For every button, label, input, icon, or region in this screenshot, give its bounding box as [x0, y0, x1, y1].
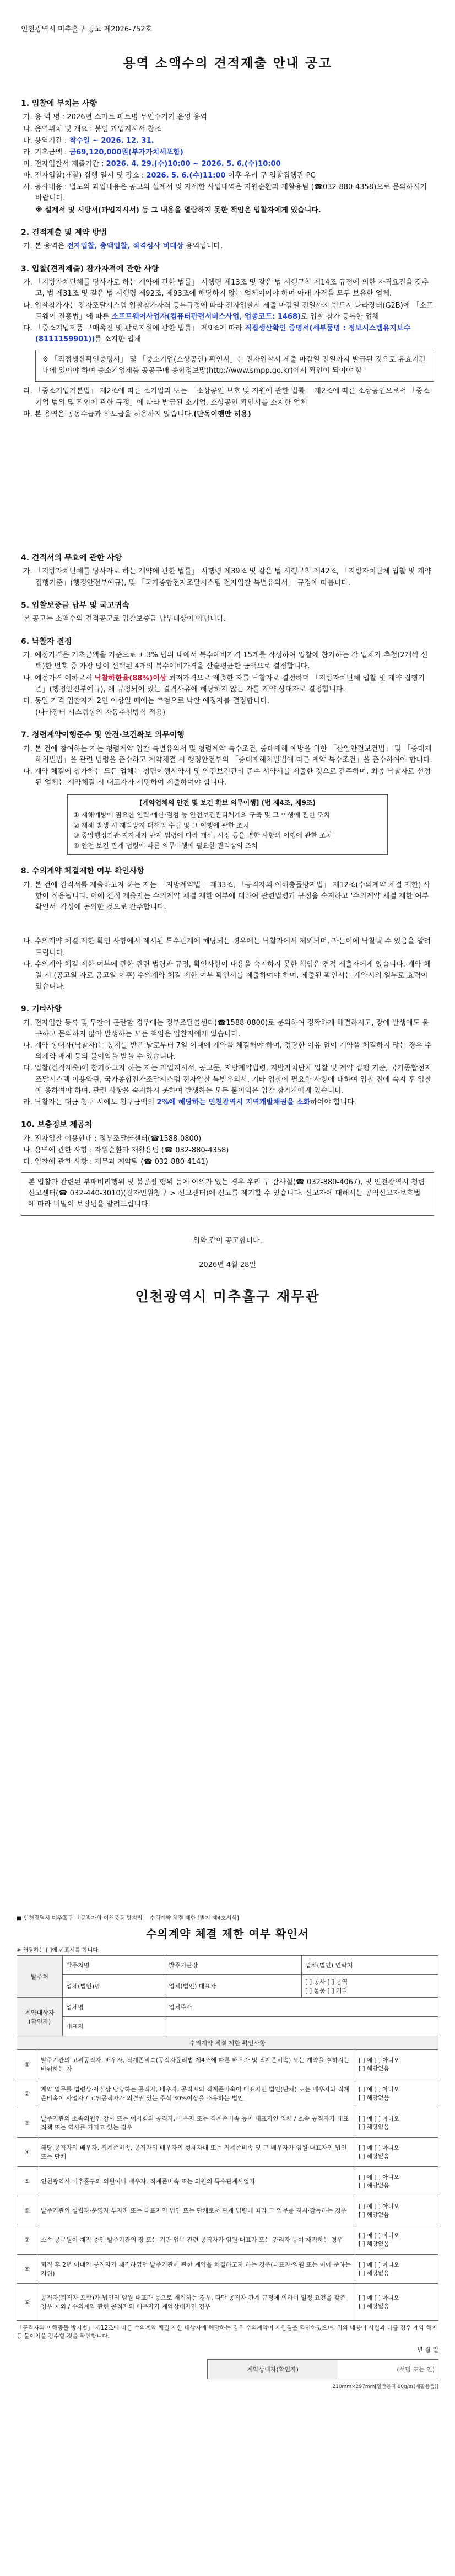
other-rule-b: 나. 계약 상대자(낙찰자)는 통지를 받은 날로부터 7일 이내에 계약을 체결해야 하며, 정당한 이유 없이 계약을 체결하지 않는 경우 수의계약 배제 등의 불이익을 받을 수 있습니다. — [23, 1042, 432, 1061]
safety-duty-3: ③ 중앙행정기관·지자체가 관계 법령에 따라 개선, 시정 등을 명한 사항의 이행에 관한 조치 — [73, 831, 332, 840]
paper-spec: 210mm×297mm[일반용지 60g/㎡(재활용품)] — [332, 2384, 438, 2390]
restriction-checkbox[interactable] — [355, 2079, 438, 2108]
service-name: 가. 용 역 명 : 2026년 스마트 페트병 무인수거기 운영 용역 — [23, 113, 208, 122]
other-rule-c: 다. 입찰(견적제출)에 참가하고자 하는 자는 과업지시서, 공고문, 지방계약법령, 지방자치단체 입찰 및 계약 집행 기준, 국가종합전자조달시스템 이용약관, 국가종합전자조달시스템 전자입찰 특별유의서, 기타 입찰에 필요한 사항에 대하여 입찰 전에 숙지 후 입찰에 응하여야 하며, 관련 사항을 숙지하지 못하여 발생하는 모든 불이익은 입찰 참가자에게 있습니다. — [23, 1064, 432, 1095]
yes-no-option[interactable]: [ ] 예 [ ] 아니오 — [359, 2116, 399, 2122]
qualification-b-highlight: 소프트웨어사업자(컴퓨터관련서비스사업, 업종코드: 1468) — [111, 312, 301, 321]
restriction-checkbox[interactable] — [355, 2284, 438, 2321]
service-period-label: 다. 용역기간 : — [23, 136, 69, 145]
row-number-icon: ⑨ — [17, 2284, 37, 2321]
contract-method — [23, 241, 434, 252]
section-1 — [21, 98, 434, 216]
yes-no-option[interactable]: [ ] 예 [ ] 아니오 — [359, 2262, 399, 2268]
restriction-rule-b: 나. 수의계약 체결 제한 확인 사항에서 제시된 특수관계에 해당되는 경우에는 낙찰자에서 제외되며, 자는이에 낙찰될 수 있음을 알려드립니다. — [23, 937, 431, 957]
submit-period — [23, 159, 434, 170]
blank-space-2 — [21, 914, 434, 936]
form-title: 수의계약 체결 제한 여부 확인서 — [145, 1927, 309, 1940]
form-law-header: ■ 인천광역시 미추홀구 「공직자의 이해충돌 방지법」 수의계약 체결 제한 [별지 제4호서식] — [17, 1915, 239, 1922]
closing — [21, 1236, 434, 1308]
row-number-icon: ③ — [17, 2108, 37, 2138]
notice-date: 2026년 4월 28일 — [199, 1260, 256, 1269]
section-5 — [21, 600, 434, 625]
other-rule-d-suffix: 하여야 합니다. — [310, 1098, 356, 1107]
signature-field[interactable]: (서명 또는 인) — [338, 2360, 438, 2379]
closing-line: 위와 같이 공고합니다. — [193, 1236, 262, 1245]
section-5-heading: 5. 입찰보증금 납부 및 국고귀속 — [21, 600, 129, 610]
not-applicable-option[interactable]: [ ] 해당없음 — [359, 2270, 389, 2277]
table-row — [17, 2050, 438, 2079]
section-3 — [21, 264, 434, 420]
restriction-rule-a: 가. 본 건에 견적서를 제출하고자 하는 자는 「지방계약법」 제33조, 「공직자의 이해충돌방지법」 제12조(수의계약 체결 제한) 사항이 적용됩니다. 이에 견적 제출자는 수의계약 체결 제한 여부에 대하여 관련법령과 규정을 숙지하고 '수의계약 체결 제한 여부 확인서' 작성에 동의한 것으로 간주합니다. — [23, 881, 431, 912]
yes-no-option[interactable]: [ ] 예 [ ] 아니오 — [359, 2174, 399, 2181]
yes-no-option[interactable]: [ ] 예 [ ] 아니오 — [359, 2295, 399, 2301]
row-number-icon: ⑦ — [17, 2225, 37, 2255]
contract-kind-options[interactable] — [302, 1975, 438, 1998]
not-applicable-option[interactable]: [ ] 해당없음 — [359, 2095, 389, 2101]
restriction-checkbox[interactable] — [355, 2255, 438, 2284]
table-row — [17, 2225, 438, 2255]
safety-duty-title: [계약업체의 안전 및 보건 확보 의무이행] (법 제4조, 제9조) — [139, 799, 316, 807]
restriction-item: 계약 업무를 법령상·사실상 담당하는 공직자, 배우자, 공직자의 직계존비속이 대표자인 법인(단체) 또는 배우자와 직계존비속이 사업자 / 고위공직자가 의결권 있는 주식 30%이상을 소유하는 법인 — [37, 2079, 355, 2108]
section-1-heading: 1. 입찰에 부치는 사항 — [21, 99, 97, 108]
issuer-name: 인천광역시 미추홀구 재무관 — [135, 1288, 320, 1305]
section-7 — [21, 729, 434, 855]
table-row — [17, 2138, 438, 2167]
safety-duty-1: ① 재해예방에 필요한 인력·예산·점검 등 안전보건관리체계의 구축 및 그 이행에 관한 조치 — [73, 811, 331, 819]
notice-title: 용역 소액수의 견적제출 안내 공고 — [123, 56, 332, 71]
restriction-item: 퇴직 후 2년 이내인 공직자가 재직하였던 발주기관에 관한 계약을 체결하고자 하는 경우(대표자·임원 또는 이에 준하는 지위) — [37, 2255, 355, 2284]
section-4-heading: 4. 견적서의 무효에 관한 사항 — [21, 553, 122, 562]
qualification-d: 라. 「중소기업기본법」 제2조에 따른 소기업과 또는 「소상공인 보호 및 지원에 관한 법률」 제2조에 따른 소상공인으로서 「중소기업 범위 및 확인에 관한 규정」에 따라 발급된 소기업, 소상공인 확인서를 소지한 업체 — [23, 387, 430, 407]
yes-no-option[interactable]: [ ] 예 [ ] 아니오 — [359, 2057, 399, 2064]
table-row — [17, 2196, 438, 2225]
table-row — [17, 2284, 438, 2321]
row-number-icon: ① — [17, 2050, 37, 2079]
submit-period-label: 마. 전자입찰서 제출기간 : — [23, 160, 106, 169]
restriction-rule-c: 다. 수의계약 체결 제한 여부에 관한 관련 법령과 규정, 확인사항이 내용을 숙지하지 못한 책임은 견적 제출자에게 있습니다. 계약 체결 시 (공고일 자로 공고일 이후) 수의계약 체결 제한 여부 확인서를 제출하여야 하며, 제출된 확인서는 계약서의 일부로 효력이 있습니다. — [23, 960, 431, 991]
qualification-e-highlight: (단독이행만 허용) — [193, 410, 251, 418]
contact-contract: 다. 입찰에 관한 사항 : 재무과 계약팀 (☎ 032-880-4141) — [23, 1157, 208, 1166]
row-number-icon: ② — [17, 2079, 37, 2108]
form-date: 년 월 일 — [417, 2346, 438, 2354]
not-applicable-option[interactable]: [ ] 해당없음 — [359, 2241, 389, 2247]
other-rule-d-text: 라. 낙찰자는 대금 청구 시에도 청구금액의 — [23, 1098, 157, 1107]
restriction-item: 소속 공무원이 재직 중인 발주기관의 장 또는 기관 업무 관련 공직자가 임원·대표자 또는 관리자 등이 재직하는 경우 — [37, 2225, 355, 2255]
qualification-c-highlight: 직접생산확인 증명서(세부품명 : 정보시스템유지보수(8111159901)) — [35, 324, 411, 344]
form-footnote: 「공직자의 이해충돌 방지법」 제12조에 따른 수의계약 체결 제한 대상자에 해당하는 경우 수의계약이 제한됨을 확인하였으며, 위의 내용이 사실과 다를 경우 계약 해지 등 불이익을 감수할 것을 확인합니다. — [17, 2325, 437, 2340]
other-rule-d-highlight: 2%에 해당하는 인천광역시 지역개발채권을 소화 — [156, 1098, 311, 1107]
restriction-check-table — [17, 2036, 438, 2321]
base-price-value: 금69,120,000원(부가가치세포함) — [69, 148, 183, 157]
section-3-heading: 3. 입찰(견적제출) 참가자격에 관한 사항 — [21, 264, 159, 273]
award-rule-text: 나. 예정가격 이하로서 — [23, 674, 95, 683]
safety-duty-4: ④ 안전·보건 관계 법령에 따른 의무이행에 필요한 관리상의 조치 — [73, 841, 258, 850]
contact-e-bidding: 가. 전자입찰 이용안내 : 정부조달콜센터(☎1588-0800) — [23, 1134, 202, 1143]
section-6-heading: 6. 낙찰자 결정 — [21, 637, 72, 646]
opening-place: 이후 우리 구 입찰집행관 PC — [228, 171, 316, 180]
row-number-icon: ⑤ — [17, 2167, 37, 2196]
certificate-notice-box: ※ 「직접생산확인증명서」 및 「중소기업(소상공인) 확인서」는 전자입찰서 제출 마감일 전일까지 발급된 것으로 유효기간 내에 있어야 하며 중소기업제품 공공구매 종합정보망(http://www.smpp.go.kr)에서 확인이 되어야 함 — [35, 350, 434, 382]
tie-rule: 다. 동일 가격 입찰자가 2인 이상일 때에는 추첨으로 낙찰 예정자를 결정합니다. — [23, 696, 270, 705]
restriction-item: 인천광역시 미추홀구의 의원이나 배우자, 직계존비속 또는 의원의 특수관계사업자 — [37, 2167, 355, 2196]
not-applicable-option[interactable]: [ ] 해당없음 — [359, 2065, 389, 2072]
section-4 — [21, 552, 434, 589]
section-6 — [21, 636, 434, 719]
contact-service: 나. 용역에 관한 사항 : 자원순환과 재활용팀 (☎ 032-880-4358) — [23, 1146, 229, 1155]
yes-no-option[interactable]: [ ] 예 [ ] 아니오 — [359, 2203, 399, 2210]
restriction-table-header: 수의계약 체결 제한 확인사항 — [17, 2036, 438, 2050]
table-row — [17, 2167, 438, 2196]
restriction-checkbox[interactable] — [355, 2225, 438, 2255]
not-applicable-option[interactable]: [ ] 해당없음 — [359, 2212, 389, 2218]
company-rep-label: 업체(법인) 대표자 — [165, 1975, 302, 1998]
form-info-table — [17, 1955, 438, 2036]
section-9-heading: 9. 기타사항 — [21, 1005, 62, 1014]
not-applicable-option[interactable]: [ ] 해당없음 — [359, 2153, 389, 2160]
restriction-item: 발주기관의 고위공직자, 배우자, 직계존비속(공직자윤리법 제4조에 따른 배우자 및 직계존비속) 또는 계약을 결하지는 바위하는 자 — [37, 2050, 355, 2079]
restriction-checkbox[interactable] — [355, 2196, 438, 2225]
orderer-head-label: 발주기관장 — [165, 1956, 302, 1975]
contract-kind-a[interactable]: [ ] 공사 [ ] 용역 — [305, 1978, 348, 1985]
safety-duty-2: ② 재해 발생 시 재발방지 대책의 수립 및 그 이행에 관한 조치 — [73, 821, 250, 829]
table-row — [17, 2079, 438, 2108]
restriction-checkbox[interactable] — [355, 2167, 438, 2196]
contractor-rep-label: 대표자 — [63, 2017, 165, 2036]
notice-document — [21, 24, 434, 1308]
qualification-b-text: 나. 입찰참가자는 전자조달시스템 입찰참가자격 등록규정에 따라 전자입찰서 제출 마감일 전일까지 반드시 나라장터(G2B)에 「소프트웨어 진흥법」에 따른 — [23, 301, 434, 321]
section-10-heading: 10. 보충정보 제공처 — [21, 1120, 93, 1129]
orderer-name-label: 발주처명 — [63, 1956, 165, 1975]
integrity-rule-a: 가. 본 건에 참여하는 자는 청렴계약 입찰 특별유의서 및 청렴계약 특수조건, 중대재해 예방을 위한 「산업안전보건법」 및 「중대재해처벌법」을 관련 법령을 준수하고 계약체결 시 행정안전부의 「중대재해처벌법에 따른 계약 특수조건」을 준수하여야 합니다. — [23, 744, 432, 764]
restriction-item: 공직자(퇴직자 포함)가 법인의 임원·대표자 등으로 재직하는 경우, 다만 공직자 관계 규정에 의하여 일정 요건을 갖춘 경우 제외 / 수의계약 관련 공직자의 배우자가 계약상대자인 경우 — [37, 2284, 355, 2321]
qualification-e-text: 마. 본 용역은 공동수급과 하도급을 허용하지 않습니다. — [23, 410, 194, 418]
award-rule-highlight: 낙찰하한율(88%)이상 — [94, 674, 167, 683]
restriction-checkbox[interactable] — [355, 2138, 438, 2167]
safety-duty-box — [67, 794, 388, 855]
yes-no-option[interactable]: [ ] 예 [ ] 아니오 — [359, 2232, 399, 2239]
responsibility-warning: ※ 설계서 및 시방서(과업지시서) 등 그 내용을 열람하지 못한 책임은 입찰자에게 있습니다. — [35, 206, 321, 214]
other-rule-d — [23, 1097, 434, 1108]
qualification-e — [23, 409, 434, 420]
estimated-price-rule: 가. 예정가격은 기초금액을 기준으로 ± 3% 범위 내에서 복수예비가격 15개를 작성하여 입찰에 참가하는 각 업체가 추첨(2개씩 선택)한 번호 중 가장 많이 선택된 4개의 복수예비가격을 산술평균한 금액으로 결정합니다. — [23, 651, 428, 671]
other-rule-a: 가. 전자입찰 등록 및 투찰이 곤란할 경우에는 정부조달콜센터(☎1588-0800)로 문의하여 정확하게 해결하시고, 장애 발생에도 불구하고 문의하지 않아 발생하는 모든 책임은 입찰자에게 있습니다. — [23, 1018, 429, 1038]
opening-time-value: 2026. 5. 6.(수)11:00 — [146, 171, 226, 180]
restriction-item: 발주기관의 설립자·운영자·투자자 또는 대표자인 법인 또는 단체로서 관계 법령에 따라 그 업무를 지시·감독하는 경우 — [37, 2196, 355, 2225]
award-rule — [23, 673, 434, 695]
base-price-label: 라. 기초금액 : — [23, 148, 69, 157]
service-location: 나. 용역위치 및 개요 : 붙임 과업지시서 참조 — [23, 125, 161, 133]
section-2-heading: 2. 견적제출 및 계약 방법 — [21, 228, 107, 237]
row-number-icon: ⑧ — [17, 2255, 37, 2284]
contractor-label: 계약대상자 (확인자) — [17, 1998, 63, 2036]
document-number: 인천광역시 미추홀구 공고 제2026-752호 — [21, 25, 153, 34]
section-10 — [21, 1119, 434, 1216]
restriction-checkbox[interactable] — [355, 2050, 438, 2079]
contractor-rep-field[interactable] — [165, 2017, 438, 2036]
bid-deposit-rule: 본 공고는 소액수의 견적공고로 입찰보증금 납부대상이 아닙니다. — [23, 615, 226, 624]
blank-space — [21, 431, 434, 552]
table-row — [17, 2108, 438, 2138]
form-instruction: ※ 해당하는 [ ]에 √ 표시를 합니다. — [17, 1947, 100, 1954]
row-number-icon: ④ — [17, 2138, 37, 2167]
report-notice-box: 본 입찰과 관련된 부패비리행위 및 불공정 행위 등에 이의가 있는 경우 우리 구 감사실(☎ 032-880-4067), 및 인천광역시 청렴신고센터(☎ 032-440-3010)(전자민원창구 > 신고센터)에 신고를 제기할 수 있습니다. 신고자에 대해서는 공익신고자보호법에 따라 비밀이 보장됨을 알려드립니다. — [21, 1172, 434, 1215]
integrity-rule-b: 나. 계약 체결에 참가하는 모든 업체는 청렴이행서약서 및 안전보건관리 준수 서약서를 제출한 것으로 간주하며, 최종 낙찰자로 선정된 업체는 계약체결 시 대표자가 서명하여 제출하여야 합니다. — [23, 768, 431, 787]
contract-kind-b[interactable]: [ ] 물품 [ ] 기타 — [305, 1987, 348, 1994]
award-rule-suffix: 최저가격으로 제출한 자를 낙찰자로 결정하며 「지방자치단체 입찰 및 계약 집행기준」(행정안전부예규), 에 규정되어 있는 결격사유에 해당하지 않는 자를 계약 상대자로 결정합니다. — [35, 674, 425, 694]
contract-method-value: 전자입찰, 총액입찰, 적격심사 비대상 — [67, 242, 184, 251]
restriction-form — [17, 1913, 438, 2390]
contract-method-suffix: 용역입니다. — [183, 242, 223, 251]
tie-rule-note: (나라장터 시스템상의 자동추첨방식 적용) — [35, 708, 166, 717]
section-2 — [21, 227, 434, 253]
not-applicable-option[interactable]: [ ] 해당없음 — [359, 2124, 389, 2130]
section-8 — [21, 866, 434, 992]
base-price — [23, 147, 434, 158]
qualification-a: 가. 「지방자치단체를 당사자로 하는 계약에 관한 법률」 시행령 제13조 및 같은 법 시행규칙 제14조 규정에 의한 자격요건을 갖추고, 법 제31조 및 같은 법 시행령 제92조, 제93조에 해당하지 않는 업체이어야 하며 아래 자격을 모두 보유한 업체. — [23, 278, 429, 298]
contractor-name-label: 업체명 — [63, 1998, 165, 2017]
not-applicable-option[interactable]: [ ] 해당없음 — [359, 2182, 389, 2189]
submit-period-value: 2026. 4. 29.(수)10:00 ~ 2026. 5. 6.(수)10:00 — [106, 160, 281, 169]
restriction-checkbox[interactable] — [355, 2108, 438, 2138]
restriction-item: 발주기관의 소속의원인 감사 또는 이사회의 공직자, 배우자 또는 직계존비속 등이 대표자인 업체 / 소속 공직자가 대표 직책 또는 역사를 가지고 있는 경우 — [37, 2108, 355, 2138]
work-content: 사. 공사내용 : 별도의 과업내용은 공고의 설계서 및 자세한 사업내역은 자원순환과 재활용팀 (☎032-880-4358)으로 문의하시기 바랍니다. — [23, 183, 427, 203]
qualification-b — [23, 300, 434, 323]
section-9 — [21, 1003, 434, 1108]
section-7-heading: 7. 청렴계약이행준수 및 안전·보건확보 의무이행 — [21, 731, 185, 740]
signature-table — [207, 2359, 438, 2379]
qualification-c-text: 다. 「중소기업제품 구매촉진 및 판로지원에 관한 법률」 제9조에 따라 — [23, 324, 245, 332]
yes-no-option[interactable]: [ ] 예 [ ] 아니오 — [359, 2086, 399, 2093]
row-number-icon: ⑥ — [17, 2196, 37, 2225]
qualification-b-suffix: 로 입찰 참가 등록한 업체 — [300, 312, 380, 321]
contract-method-label: 가. 본 용역은 — [23, 242, 67, 251]
opening-time-label: 바. 전자입찰(개찰) 집행 일시 및 장소 : — [23, 171, 147, 180]
service-period — [23, 136, 434, 147]
table-row — [17, 2255, 438, 2284]
orderer-contact-label: 업체(법인) 연락처 — [302, 1956, 438, 1975]
section-8-heading: 8. 수의계약 체결제한 여부 확인사항 — [21, 867, 144, 876]
signer-label: 계약상대자(확인자) — [208, 2360, 338, 2379]
qualification-c-suffix: 를 소지한 업체 — [95, 335, 141, 344]
opening-time — [23, 170, 434, 181]
invalid-bid-rule: 가. 「지방자치단체를 당사자로 하는 계약에 관한 법률」 시행령 제39조 및 같은 법 시행규칙 제42조, 「지방자치단체 입찰 및 계약 집행기준」(행정안전부예규), 및 「국가종합전자조달시스템 전자입찰 특별유의서」 규정에 따릅니다. — [23, 567, 431, 587]
company-name-label: 업체(법인)명 — [63, 1975, 165, 1998]
service-period-value: 착수일 ~ 2026. 12. 31. — [69, 136, 154, 145]
not-applicable-option[interactable]: [ ] 해당없음 — [359, 2303, 389, 2310]
yes-no-option[interactable]: [ ] 예 [ ] 아니오 — [359, 2145, 399, 2151]
restriction-item: 해당 공직자의 배우자, 직계존비속, 공직자의 배우자의 형제자매 또는 직계존비속 및 그 배우자가 임원·대표자인 법인 또는 단체 — [37, 2138, 355, 2167]
qualification-c — [23, 323, 434, 345]
orderer-label: 발주처 — [17, 1956, 63, 1998]
contractor-address-label: 업체주소 — [165, 1998, 438, 2017]
